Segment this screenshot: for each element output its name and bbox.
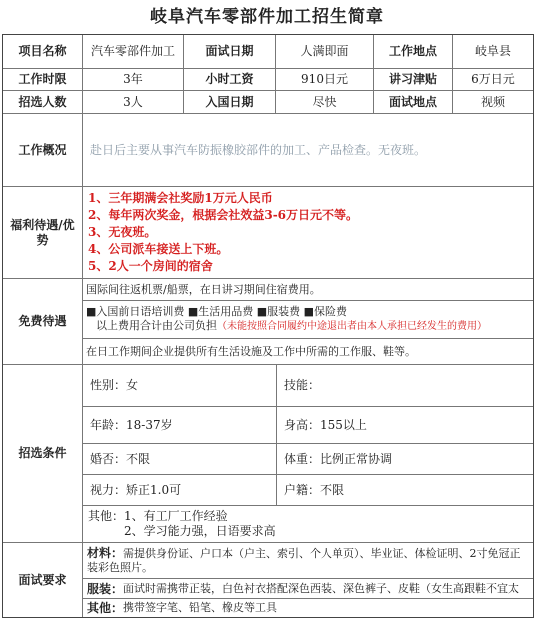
overview-label: 工作概况: [3, 114, 83, 187]
training-allowance-label: 讲习津贴: [374, 69, 453, 91]
benefit-item: 1、三年期满会社奖励1万元人民币: [88, 191, 273, 205]
req-marriage: 婚否：不限: [83, 444, 277, 475]
free-line-3: [86, 319, 487, 334]
requirements-label: 招选条件: [3, 365, 83, 543]
page-title: 岐阜汽车零部件加工招生简章: [150, 7, 384, 27]
free-label: 免费待遇: [3, 279, 83, 365]
benefit-item: 5、2人一个房间的宿舍: [88, 259, 213, 273]
req-height: 身高：155以上: [277, 407, 533, 444]
free-line-4: 在日工作期间企业提供所有生活设施及工作中所需的工作服、鞋等。: [83, 339, 533, 365]
clothing-label: 服装：: [87, 581, 124, 596]
free-line-1: 国际间往返机票/船票，在日讲习期间住宿费用。: [83, 279, 533, 301]
req-other-2: 2、学习能力强，日语要求高: [124, 524, 276, 538]
req-other-1: 其他：1、有工厂工作经验: [88, 509, 228, 523]
benefit-item: 3、无夜班。: [88, 225, 157, 239]
entry-date-value: 尽快: [276, 91, 374, 114]
req-hukou: 户籍：不限: [277, 475, 533, 506]
interview-req-label: 面试要求: [3, 543, 83, 617]
materials-text: 需提供身份证、户口本（户主、索引、个人单页）、毕业证、体检证明、2寸免冠正装彩色照片。: [87, 547, 521, 574]
free-line-2: ■入国前日语培训费 ■生活用品费 ■服装费 ■保险费: [86, 305, 348, 318]
benefits-list: [83, 187, 533, 279]
free-line-3-red: （未能按照合同履约中途退出者由本人承担已经发生的费用）: [217, 321, 487, 332]
interview-other: [83, 599, 533, 617]
work-place-label: 工作地点: [374, 35, 453, 69]
overview-text: 赴日后主要从事汽车防振橡胶部件的加工、产品检查。无夜班。: [83, 114, 533, 187]
project-name-label: 项目名称: [3, 35, 83, 69]
work-period-value: 3年: [83, 69, 184, 91]
interview-other-label: 其他：: [87, 601, 124, 615]
req-vision: 视力：矫正1.0可: [83, 475, 277, 506]
free-line-group: [83, 301, 533, 339]
interview-place-value: 视频: [453, 91, 533, 114]
recruit-count-label: 招选人数: [3, 91, 83, 114]
req-weight: 体重：比例正常协调: [277, 444, 533, 475]
work-place-value: 岐阜县: [453, 35, 533, 69]
req-other: [83, 506, 533, 543]
interview-clothing: [83, 579, 533, 599]
clothing-text: 面试时需携带正装，白色衬衣搭配深色西装、深色裤子、皮鞋（女生高跟鞋不宜太: [123, 581, 520, 595]
interview-materials: [83, 543, 533, 579]
free-line-3-black: 以上费用合计由公司负担: [96, 319, 217, 332]
req-gender: 性别：女: [83, 365, 277, 407]
benefit-item: 2、每年两次奖金，根据会社效益3-6万日元不等。: [88, 208, 359, 222]
recruit-count-value: 3人: [83, 91, 184, 114]
hourly-wage-label: 小时工资: [184, 69, 276, 91]
entry-date-label: 入国日期: [184, 91, 276, 114]
info-table: [2, 34, 534, 618]
benefits-label: 福利待遇/优势: [3, 187, 83, 279]
req-age: 年龄：18-37岁: [83, 407, 277, 444]
req-skill: 技能：: [277, 365, 533, 407]
interview-date-label: 面试日期: [184, 35, 276, 69]
materials-label: 材料：: [87, 546, 124, 560]
work-period-label: 工作时限: [3, 69, 83, 91]
interview-other-text: 携带签字笔、铅笔、橡皮等工具: [123, 601, 278, 614]
interview-date-value: 人满即面: [276, 35, 374, 69]
interview-place-label: 面试地点: [374, 91, 453, 114]
benefit-item: 4、公司派车接送上下班。: [88, 242, 229, 256]
training-allowance-value: 6万日元: [453, 69, 533, 91]
hourly-wage-value: 910日元: [276, 69, 374, 91]
project-name-value: 汽车零部件加工: [83, 35, 184, 69]
